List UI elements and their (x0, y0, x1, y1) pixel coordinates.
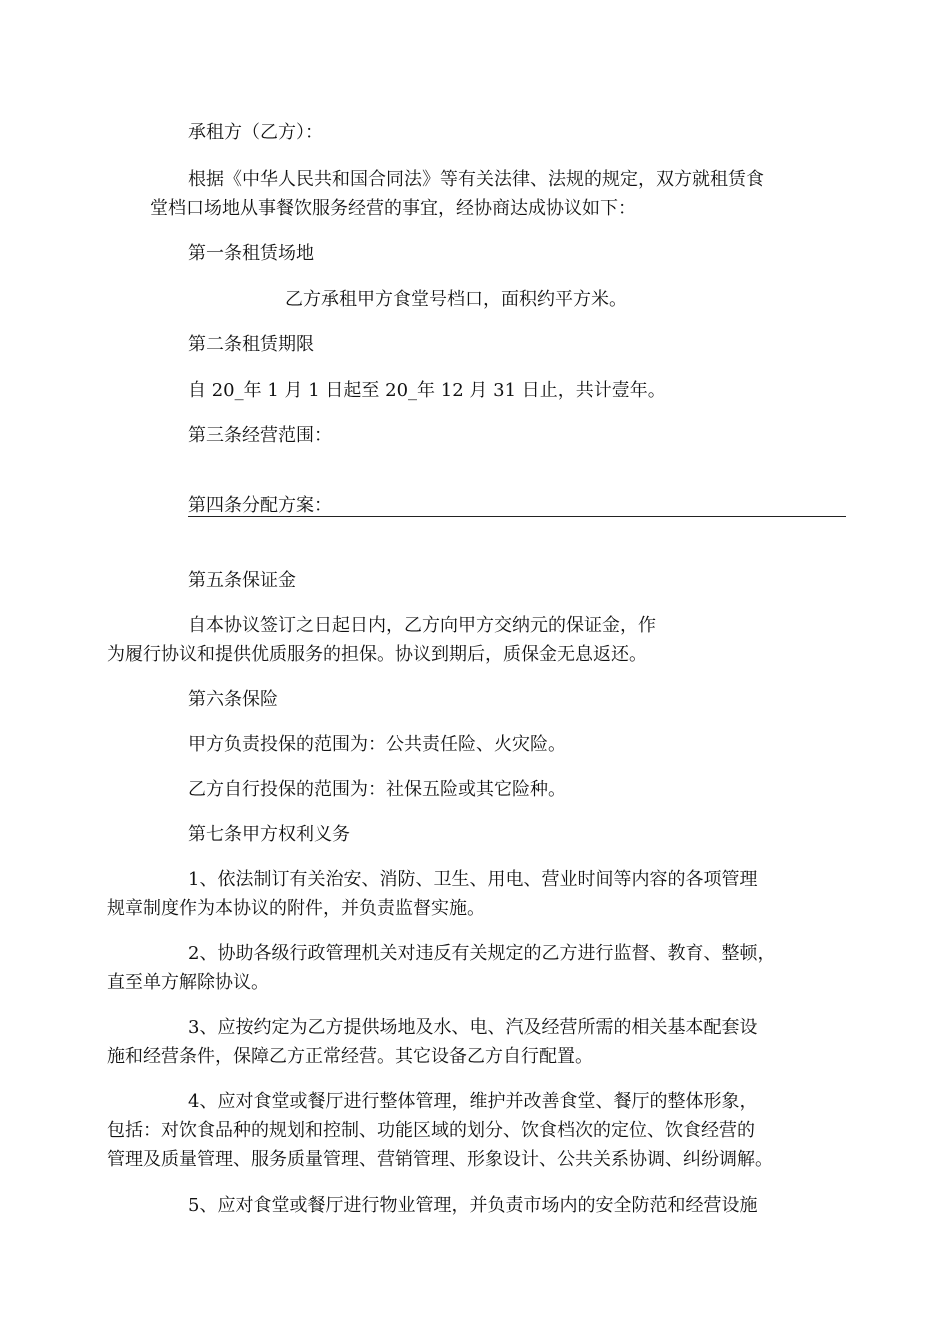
article-2-title: 第二条租赁期限 (188, 334, 314, 355)
article-7-item-1-line-2: 规章制度作为本协议的附件，并负责监督实施。 (107, 898, 485, 919)
preamble-line-1: 根据《中华人民共和国合同法》等有关法律、法规的规定，双方就租赁食 (188, 169, 764, 190)
article-3-title: 第三条经营范围： (188, 425, 332, 446)
article-1-title: 第一条租赁场地 (188, 243, 314, 264)
article-6-title: 第六条保险 (188, 689, 278, 710)
article-7-item-4-line-1: 4、应对食堂或餐厅进行整体管理，维护并改善食堂、餐厅的整体形象， (188, 1091, 758, 1112)
article-4-title: 第四条分配方案： (188, 495, 332, 516)
lessee-label: 承租方（乙方）： (188, 122, 323, 143)
article-7-item-4-line-2: 包括：对饮食品种的规划和控制、功能区域的划分、饮食档次的定位、饮食经营的 (107, 1120, 755, 1141)
article-7-item-2-line-2: 直至单方解除协议。 (107, 972, 269, 993)
article-7-item-5-line-1: 5、应对食堂或餐厅进行物业管理，并负责市场内的安全防范和经营设施 (188, 1195, 758, 1216)
article-7-item-4-line-3: 管理及质量管理、服务质量管理、营销管理、形象设计、公共关系协调、纠纷调解。 (107, 1149, 773, 1170)
article-5-title: 第五条保证金 (188, 570, 296, 591)
article-2-body: 自 20_年 1 月 1 日起至 20_年 12 月 31 日止，共计壹年。 (188, 380, 666, 401)
article-7-title: 第七条甲方权利义务 (188, 824, 350, 845)
article-7-item-1-line-1: 1、依法制订有关治安、消防、卫生、用电、营业时间等内容的各项管理 (188, 869, 758, 890)
article-5-body-line-1: 自本协议签订之日起日内，乙方向甲方交纳元的保证金，作 (188, 615, 656, 636)
preamble-line-2: 堂档口场地从事餐饮服务经营的事宜，经协商达成协议如下： (150, 198, 636, 219)
article-7-item-3-line-2: 施和经营条件，保障乙方正常经营。其它设备乙方自行配置。 (107, 1046, 593, 1067)
article-1-body: 乙方承租甲方食堂号档口，面积约平方米。 (285, 289, 627, 310)
article-6-body-line-2: 乙方自行投保的范围为：社保五险或其它险种。 (188, 779, 566, 800)
underline-rule (188, 516, 846, 517)
article-7-item-3-line-1: 3、应按约定为乙方提供场地及水、电、汽及经营所需的相关基本配套设 (188, 1017, 758, 1038)
article-6-body-line-1: 甲方负责投保的范围为：公共责任险、火灾险。 (188, 734, 566, 755)
article-5-body-line-2: 为履行协议和提供优质服务的担保。协议到期后，质保金无息返还。 (107, 644, 647, 665)
article-7-item-2-line-1: 2、协助各级行政管理机关对违反有关规定的乙方进行监督、教育、整顿， (188, 943, 776, 964)
